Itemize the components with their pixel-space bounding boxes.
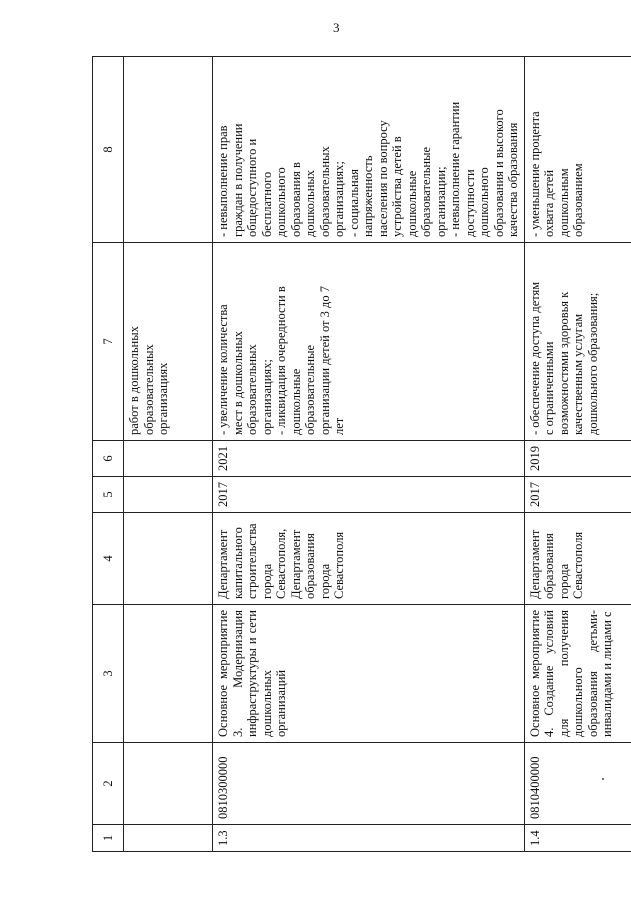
scan-speck xyxy=(602,778,604,780)
row-number-cell: 1.3 xyxy=(213,825,525,852)
program-measures-table xyxy=(92,56,631,852)
header-cell: 3 xyxy=(93,605,124,743)
table-cell xyxy=(124,605,213,743)
header-cell: 4 xyxy=(93,513,124,605)
start-year-cell: 2017 xyxy=(524,477,631,513)
end-year-cell: 2019 xyxy=(524,441,631,477)
start-year-cell: 2017 xyxy=(213,477,525,513)
row-number-cell: 1.4 xyxy=(524,825,631,852)
consequences-cell: - уменьшение процента охвата детей дошкольным образованием xyxy=(524,57,631,243)
header-cell: 1 xyxy=(93,825,124,852)
result-cell: - увеличение количества мест в дошкольных образовательных организациях; - ликвидация очередности в дошкольные образовательные организации детей от 3 до 7 лет xyxy=(213,243,525,441)
code-cell: 0810400000 xyxy=(524,743,631,825)
executor-cell: Департамент образования города Севастополя xyxy=(524,513,631,605)
continuation-result-cell: работ в дошкольных образовательных организациях xyxy=(124,243,213,441)
table-row xyxy=(213,57,525,852)
measure-cell: Основное мероприятие 4. Создание условий для получения дошкольного образования детьми-инвалидами и лицами с xyxy=(524,605,631,743)
executor-cell: Департамент капитального строительства города Севастополя, Департамент образования города Севастополя xyxy=(213,513,525,605)
code-cell: 0810300000 xyxy=(213,743,525,825)
header-cell: 8 xyxy=(93,57,124,243)
rotated-table-wrapper xyxy=(92,57,614,852)
table-row xyxy=(524,57,631,852)
table-cell xyxy=(124,441,213,477)
continuation-row xyxy=(124,57,213,852)
header-cell: 2 xyxy=(93,743,124,825)
end-year-cell: 2021 xyxy=(213,441,525,477)
table-cell xyxy=(124,825,213,852)
page-number: 3 xyxy=(333,20,340,35)
table-cell xyxy=(124,477,213,513)
table-cell xyxy=(124,743,213,825)
continuation-consequences-cell xyxy=(124,57,213,243)
header-cell: 7 xyxy=(93,243,124,441)
table-cell xyxy=(124,513,213,605)
header-row xyxy=(93,57,124,852)
consequences-cell: - невыполнение прав граждан в получении общедоступного и бесплатного дошкольного образования в дошкольных образовательных организациях; - социальная напряженность населения по вопросу устройства детей в дошкольные образовательные организации; - невыполнение гарантии доступности дошкольного образования и высокого качества образования xyxy=(213,57,525,243)
measure-cell: Основное мероприятие 3. Модернизация инфраструктуры и сети дошкольных организаций xyxy=(213,605,525,743)
header-cell: 6 xyxy=(93,441,124,477)
result-cell: - обеспечение доступа детям с ограниченными возможностями здоровья к качественным услугам дошкольного образования; xyxy=(524,243,631,441)
header-cell: 5 xyxy=(93,477,124,513)
